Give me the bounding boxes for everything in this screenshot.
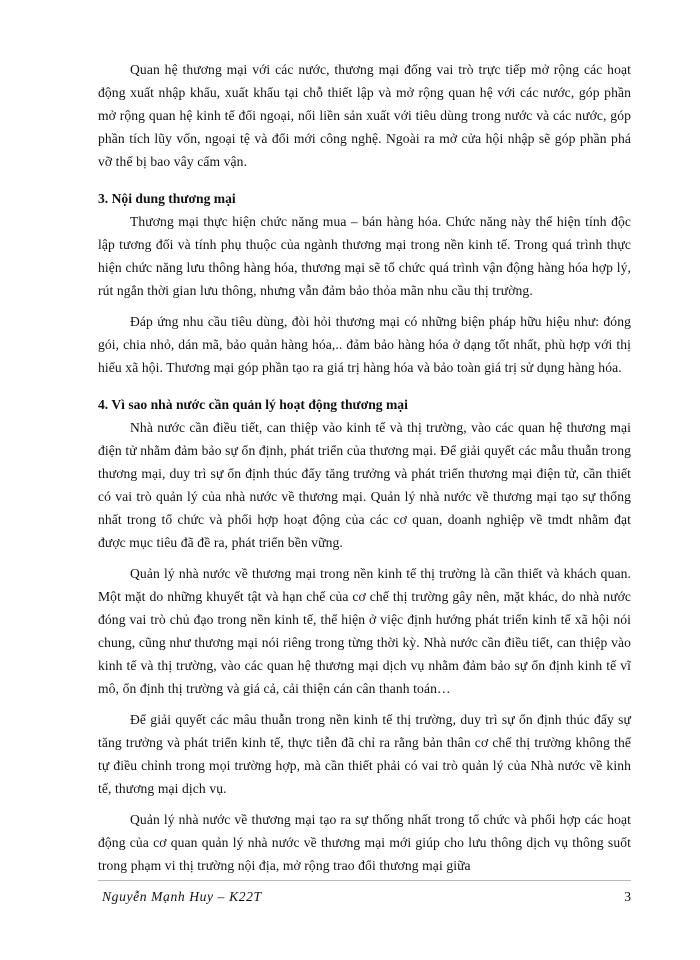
section-4-paragraph-1: Nhà nước cần điều tiết, can thiệp vào kinh tế và thị trường, vào các quan hệ thương mại điện tử nhằm đảm bảo sự ổn định, phát triển của thương mại. Để giải quyết các mẫu thuẫn trong thương mại, duy trì sự ổn định thúc đẩy tăng trưởng và phát triển thương mại điện tử, cần thiết có vai trò quản lý của nhà nước về thương mại. Quản lý nhà nước về thương mại tạo sự thống nhất trong tổ chức và phối hợp hoạt động của các cơ quan, doanh nghiệp về tmdt nhằm đạt được mục tiêu đã đề ra, phát triển bền vững. [98,420,631,550]
document-page [98,58,631,885]
section-3 [98,187,631,379]
section-3-heading: 3. Nội dung thương mại [98,191,236,206]
section-4 [98,393,631,877]
section-4-heading: 4. Vì sao nhà nước cần quản lý hoạt động thương mại [98,397,408,412]
section-4-paragraph-3: Để giải quyết các mâu thuẫn trong nền kinh tế thị trường, duy trì sự ổn định thúc đẩy sự tăng trưởng và phát triển kinh tế, thực tiễn đã chỉ ra rằng bản thân cơ chế thị trường không thể tự điều chỉnh trong mọi trường hợp, mà cần thiết phải có vai trò quản lý của Nhà nước về kinh tế, thương mại dịch vụ. [98,712,631,796]
section-4-paragraph-4: Quản lý nhà nước về thương mại tạo ra sự thống nhất trong tổ chức và phối hợp các hoạt động của cơ quan quản lý nhà nước về thương mại mới giúp cho lưu thông dịch vụ thông suốt trong phạm vi thị trường nội địa, mở rộng trao đổi thương mại giữa [98,812,631,873]
footer-author: Nguyễn Mạnh Huy – K22T [102,889,262,904]
section-3-paragraph-1: Thương mại thực hiện chức năng mua – bán hàng hóa. Chức năng này thể hiện tính độc lập tương đối và tính phụ thuộc của ngành thương mại trong nền kinh tế. Trong quá trình thực hiện chức năng lưu thông hàng hóa, thương mại sẽ tổ chức quá trình vận động hàng hóa hợp lý, rút ngắn thời gian lưu thông, nhưng vẫn đảm bảo thỏa mãn nhu cầu thị trường. [98,214,631,298]
page-number: 3 [624,889,631,904]
section-3-paragraph-2: Đáp ứng nhu cầu tiêu dùng, đòi hỏi thương mại có những biện pháp hữu hiệu như: đóng gói, chia nhỏ, dán mã, bảo quản hàng hóa,.. đảm bảo hàng hóa ở dạng tốt nhất, phù hợp với thị hiếu xã hội. Thương mại góp phần tạo ra giá trị hàng hóa và bảo toàn giá trị sử dụng hàng hóa. [98,314,631,375]
page-footer [98,880,631,905]
section-4-paragraph-2: Quản lý nhà nước về thương mại trong nền kinh tế thị trường là cần thiết và khách quan. Một mặt do những khuyết tật và hạn chế của cơ chế thị trường gây nên, mặt khác, do nhà nước đóng vai trò chủ đạo trong nền kinh tế, thể hiện ở việc định hướng phát triển kinh tế xã hội nói chung, cũng như thương mại nói riêng trong từng thời kỳ. Nhà nước cần điều tiết, can thiệp vào kinh tế và thị trường, vào các quan hệ thương mại dịch vụ nhằm đảm bảo sự ổn định kinh tế vĩ mô, ổn định thị trường và giá cả, cải thiện cán cân thanh toán… [98,566,631,696]
intro-paragraph: Quan hệ thương mại với các nước, thương mại đống vai trò trực tiếp mở rộng các hoạt động xuất nhập khẩu, xuất khẩu tại chỗ thiết lập và mở rộng quan hệ với các nước, góp phần mở rộng quan hệ kinh tế đối ngoại, nối liền sản xuất với tiêu dùng trong nước và các nước, góp phần tích lũy vốn, ngoại tệ và đổi mới công nghệ. Ngoài ra mở cửa hội nhập sẽ góp phần phá vỡ thế bị bao vây cấm vận. [98,62,631,169]
